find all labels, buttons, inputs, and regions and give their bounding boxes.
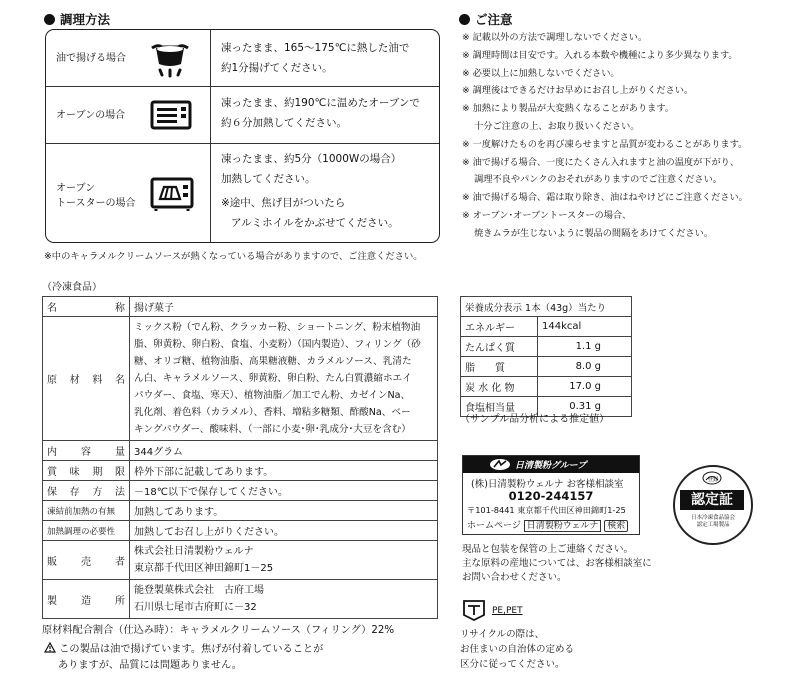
ingredient-line: 糖、オリゴ糖、植物油脂、高果糖液糖、カラメルソース、乳清た	[134, 356, 412, 367]
recycle-line: リサイクルの際は、	[460, 629, 545, 640]
cooking-note: ※途中、焦げ目がついたら	[221, 197, 346, 209]
homepage-line	[467, 518, 628, 531]
stamp-top: 登録	[707, 477, 719, 483]
caution-item: ※ 油で揚げる場合、一度にたくさん入れますと油の温度が下がり、	[462, 156, 740, 168]
origin-note: 主な原料の産地については、お客様相談室に	[462, 558, 652, 569]
caution-list	[462, 29, 792, 243]
cooking-label: オーブン	[56, 183, 96, 194]
row-value: 揚げ菓子	[130, 297, 438, 317]
cooking-label: オーブンの場合	[56, 110, 126, 121]
row-head: 凍結前加熱の有無	[43, 501, 130, 521]
product-info-table	[42, 296, 438, 619]
cooking-desc: 約1分揚げてください。	[221, 62, 333, 74]
cooking-row-oven	[46, 86, 439, 144]
ingredient-line: パウダー、食塩、寒天）、植物油脂／加工でん粉、カゼインNa、	[134, 390, 411, 401]
cooking-row-fry	[46, 30, 439, 87]
caution-item: ※ オーブン･オーブントースターの場合、	[462, 209, 632, 221]
table-row	[461, 357, 632, 377]
table-row	[461, 297, 632, 317]
table-row	[461, 377, 632, 397]
contact-notes	[462, 543, 652, 585]
row-head: 原 材 料 名	[43, 317, 130, 441]
cooking-footnote: ※中のキャラメルクリームソースが熱くなっている場合がありますので、ご注意ください。	[44, 251, 423, 262]
search-button: 検索	[604, 520, 628, 532]
cooking-note: アルミホイルをかぶせてください。	[231, 217, 399, 229]
nutrient-value: 0.31 g	[538, 397, 632, 417]
nutrition-note: （サンプル品分析による推定値）	[460, 414, 610, 425]
customer-service-box	[462, 455, 640, 535]
table-row	[43, 501, 438, 521]
nutrient-name: 炭 水 化 物	[461, 377, 538, 397]
origin-note: お問い合わせください。	[462, 572, 567, 583]
cooking-desc: 約６分加熱してください。	[221, 117, 347, 129]
nutrient-name: たんぱく質	[461, 337, 538, 357]
desk-name: (株)日清製粉ウェルナ お客様相談室	[471, 479, 624, 490]
cooking-section-title: 調理方法	[44, 10, 110, 28]
table-row	[43, 461, 438, 481]
caution-item: ※ 調理後はできるだけお早めにお召し上がりください。	[462, 85, 694, 97]
ingredient-line: ミックス粉（でん粉、クラッカー粉、ショートニング、粉末植物油	[134, 322, 421, 333]
ingredient-line: キングパウダー、酸味料、（一部に小麦･卵･乳成分･大豆を含む）	[134, 424, 411, 435]
nutrient-value: 8.0 g	[538, 357, 632, 377]
warning-text: ありますが、品質には問題ありません。	[58, 660, 242, 671]
caution-item: ※ 油で揚げる場合、霜は取り除き、油はねやけどにご注意ください。	[462, 192, 748, 204]
cooking-desc: 凍ったまま、165～175℃に熱した油で	[221, 42, 410, 54]
row-head: 製 造 所	[43, 580, 130, 619]
nutrient-value: 144kcal	[538, 317, 632, 337]
nisshin-logo-icon	[489, 458, 511, 471]
row-value: 株式会社日清製粉ウェルナ	[134, 546, 254, 557]
stamp-bottom: 日本冷凍食品協会	[690, 515, 735, 521]
recycle-note	[460, 627, 574, 672]
caution-item: 焼きムラが生じないように製品の間隔をあけてください。	[462, 227, 713, 239]
recycle-mark-text	[464, 605, 476, 614]
phone-number: 0120-244157	[508, 489, 594, 503]
cooking-label: トースターの場合	[56, 198, 136, 209]
cooking-desc: 凍ったまま、約5分（1000Wの場合）	[221, 153, 402, 165]
nutrient-value: 17.0 g	[538, 377, 632, 397]
cooking-desc: 凍ったまま、約190℃に温めたオーブンで	[221, 97, 420, 109]
nutrition-table	[460, 296, 632, 417]
row-head: 保 存 方 法	[43, 481, 130, 501]
ingredient-ratio: 原材料配合割合（仕込み時）：キャラメルクリームソース（フィリング）22%	[42, 625, 394, 636]
table-row	[461, 317, 632, 337]
row-value: 石川県七尾市古府町に－32	[134, 602, 257, 613]
caution-item: 調理不良やパンクのおそれがありますのでご注意ください。	[462, 174, 722, 186]
keep-note: 現品と包装を保管の上ご連絡ください。	[462, 544, 634, 555]
ingredient-line: ん白、キャラメルソース、卵黄粉、卵白粉、たん白質濃縮ホエイ	[134, 373, 412, 384]
recycle-line: お住まいの自治体の定める	[460, 644, 575, 655]
oven-icon	[150, 99, 192, 131]
nutrient-name: 脂 質	[461, 357, 538, 377]
homepage-label: ホームページ	[467, 521, 521, 531]
caution-item: ※ 必要以上に加熱しないでください。	[462, 67, 620, 79]
warning-icon	[44, 642, 56, 653]
table-row	[43, 317, 438, 441]
table-row	[43, 481, 438, 501]
address: 〒101-8441 東京都千代田区神田錦町1-25	[467, 505, 626, 515]
cooking-row-toaster	[46, 143, 439, 242]
search-term-box: 日清製粉ウェルナ	[524, 520, 602, 532]
row-value: 加熱してあります。	[130, 501, 438, 521]
row-value: －18℃以下で保存してください。	[130, 481, 438, 501]
stamp-bottom: 認定工場製品	[696, 522, 730, 528]
row-value: 枠外下部に記載してあります。	[130, 461, 438, 481]
recycle-material: PE,PET	[492, 606, 523, 616]
product-category: （冷凍食品）	[42, 282, 102, 293]
nutrient-value: 1.1 g	[538, 337, 632, 357]
table-row	[461, 337, 632, 357]
certification-stamp	[673, 465, 753, 545]
nutrient-name: エネルギー	[461, 317, 538, 337]
row-value: 能登製菓株式会社 古府工場	[134, 585, 264, 596]
frying-pot-icon	[150, 38, 190, 80]
row-value: 加熱してお召し上がりください。	[130, 521, 438, 541]
toaster-oven-icon	[150, 177, 194, 211]
row-value: 344グラム	[130, 441, 438, 461]
cooking-label: 油で揚げる場合	[56, 53, 126, 64]
cooking-method-box	[45, 29, 440, 243]
cooking-desc: 加熱してください。	[221, 173, 316, 185]
warning-text: この製品は油で揚げています。焦げが付着していることが	[59, 644, 324, 655]
stamp-main: 認定証	[680, 490, 744, 510]
row-value: 東京都千代田区神田錦町1－25	[134, 563, 274, 574]
caution-item: ※ 加熱により製品が大変熱くなることがあります。	[462, 103, 675, 115]
table-row	[43, 521, 438, 541]
row-head: 販 売 者	[43, 541, 130, 580]
caution-item: ※ 調理時間は目安です。入れる本数や機種により多少異なります。	[462, 49, 738, 61]
caution-item: ※ 一度解けたものを再び凍らせますと品質が変わることがあります。	[462, 138, 748, 150]
table-row	[43, 441, 438, 461]
warning-note	[44, 642, 323, 674]
row-head: 名 称	[43, 297, 130, 317]
row-head: 加熱調理の必要性	[43, 521, 130, 541]
caution-item: ※ 記載以外の方法で調理しないでください。	[462, 32, 648, 43]
nutrient-name: 食塩相当量	[461, 397, 538, 417]
row-head: 賞 味 期 限	[43, 461, 130, 481]
ingredient-line: 乳化剤、着色料（カラメル）、香料、増粘多糖類、酢酸Na、ベー	[134, 407, 411, 418]
recycle-line: 区分に従ってください。	[460, 659, 565, 670]
caution-item: 十分ご注意の上、お取り扱いください。	[462, 120, 640, 132]
ingredient-line: 脂、卵黄粉、卵白粉、食塩、小麦粉）（国内製造）、フィリング（砂	[134, 339, 421, 350]
caution-section-title: ご注意	[459, 10, 513, 28]
table-row	[43, 580, 438, 619]
brand-name: 日清製粉グループ	[515, 461, 587, 471]
nutrition-header: 栄養成分表示 1本（43g）当たり	[461, 297, 632, 317]
row-head: 内 容 量	[43, 441, 130, 461]
table-row	[43, 541, 438, 580]
brand-bar	[463, 456, 639, 473]
table-row	[43, 297, 438, 317]
recycle-mark	[460, 598, 488, 622]
